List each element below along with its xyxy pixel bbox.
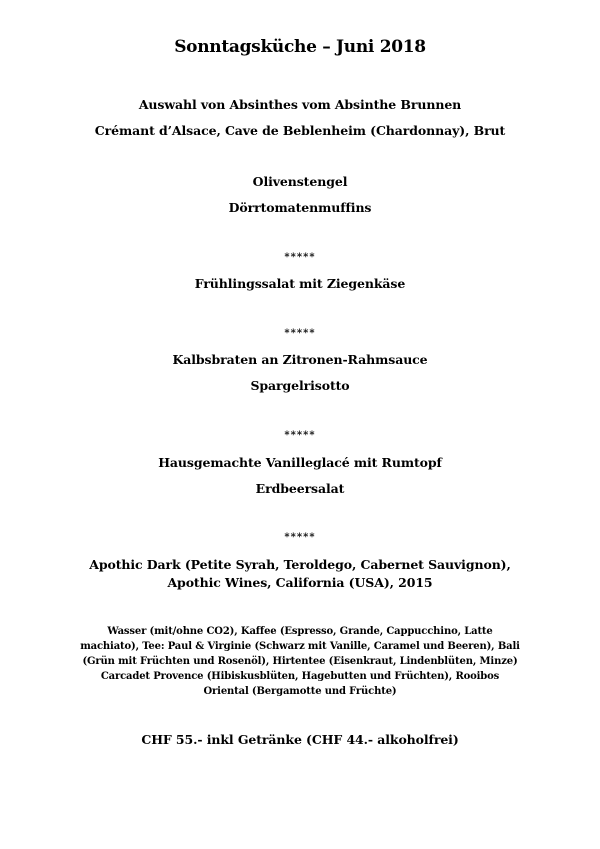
page-title: Sonntagsküche – Juni 2018 <box>174 37 426 57</box>
course-separator-2: ***** <box>284 328 316 339</box>
course-separator-4: ***** <box>284 532 316 543</box>
dessert-item-1: Hausgemachte Vanilleglacé mit Rumtopf <box>158 455 442 470</box>
main-course-item-2: Spargelrisotto <box>250 378 350 393</box>
appetizer-item-2: Dörrtomatenmuffins <box>228 200 372 215</box>
price-line: CHF 55.- inkl Getränke (CHF 44.- alkoholfrei) <box>141 732 459 747</box>
main-course-item-1: Kalbsbraten an Zitronen-Rahmsauce <box>172 352 428 367</box>
course-separator-1: ***** <box>284 252 316 263</box>
aperitif-line-2: Crémant d’Alsace, Cave de Beblenheim (Chardonnay), Brut <box>94 123 506 138</box>
course-separator-3: ***** <box>284 430 316 441</box>
appetizer-item-1: Olivenstengel <box>252 174 348 189</box>
starter-item-1: Frühlingssalat mit Ziegenkäse <box>194 276 406 291</box>
aperitif-line-1: Auswahl von Absinthes vom Absinthe Brunnen <box>138 97 462 112</box>
wine-line-1: Apothic Dark (Petite Syrah, Teroldego, Cabernet Sauvignon), <box>89 557 511 572</box>
wine-line-2: Apothic Wines, California (USA), 2015 <box>167 575 433 590</box>
drinks-list: Wasser (mit/ohne CO2), Kaffee (Espresso, Grande, Cappucchino, Latte machiato), Tee: Paul & Virginie (Schwarz mit Vanille, Caramel und Beeren), Bali (Grün mit Früchten und Rosenöl), Hirtentee (Eisenkraut, Lindenblüten, Minze) Carcadet Provence (Hibiskusblüten, Hagebutten und Früchten), Rooibos Oriental (Bergamotte und Früchte) <box>80 626 520 697</box>
dessert-item-2: Erdbeersalat <box>255 481 345 496</box>
